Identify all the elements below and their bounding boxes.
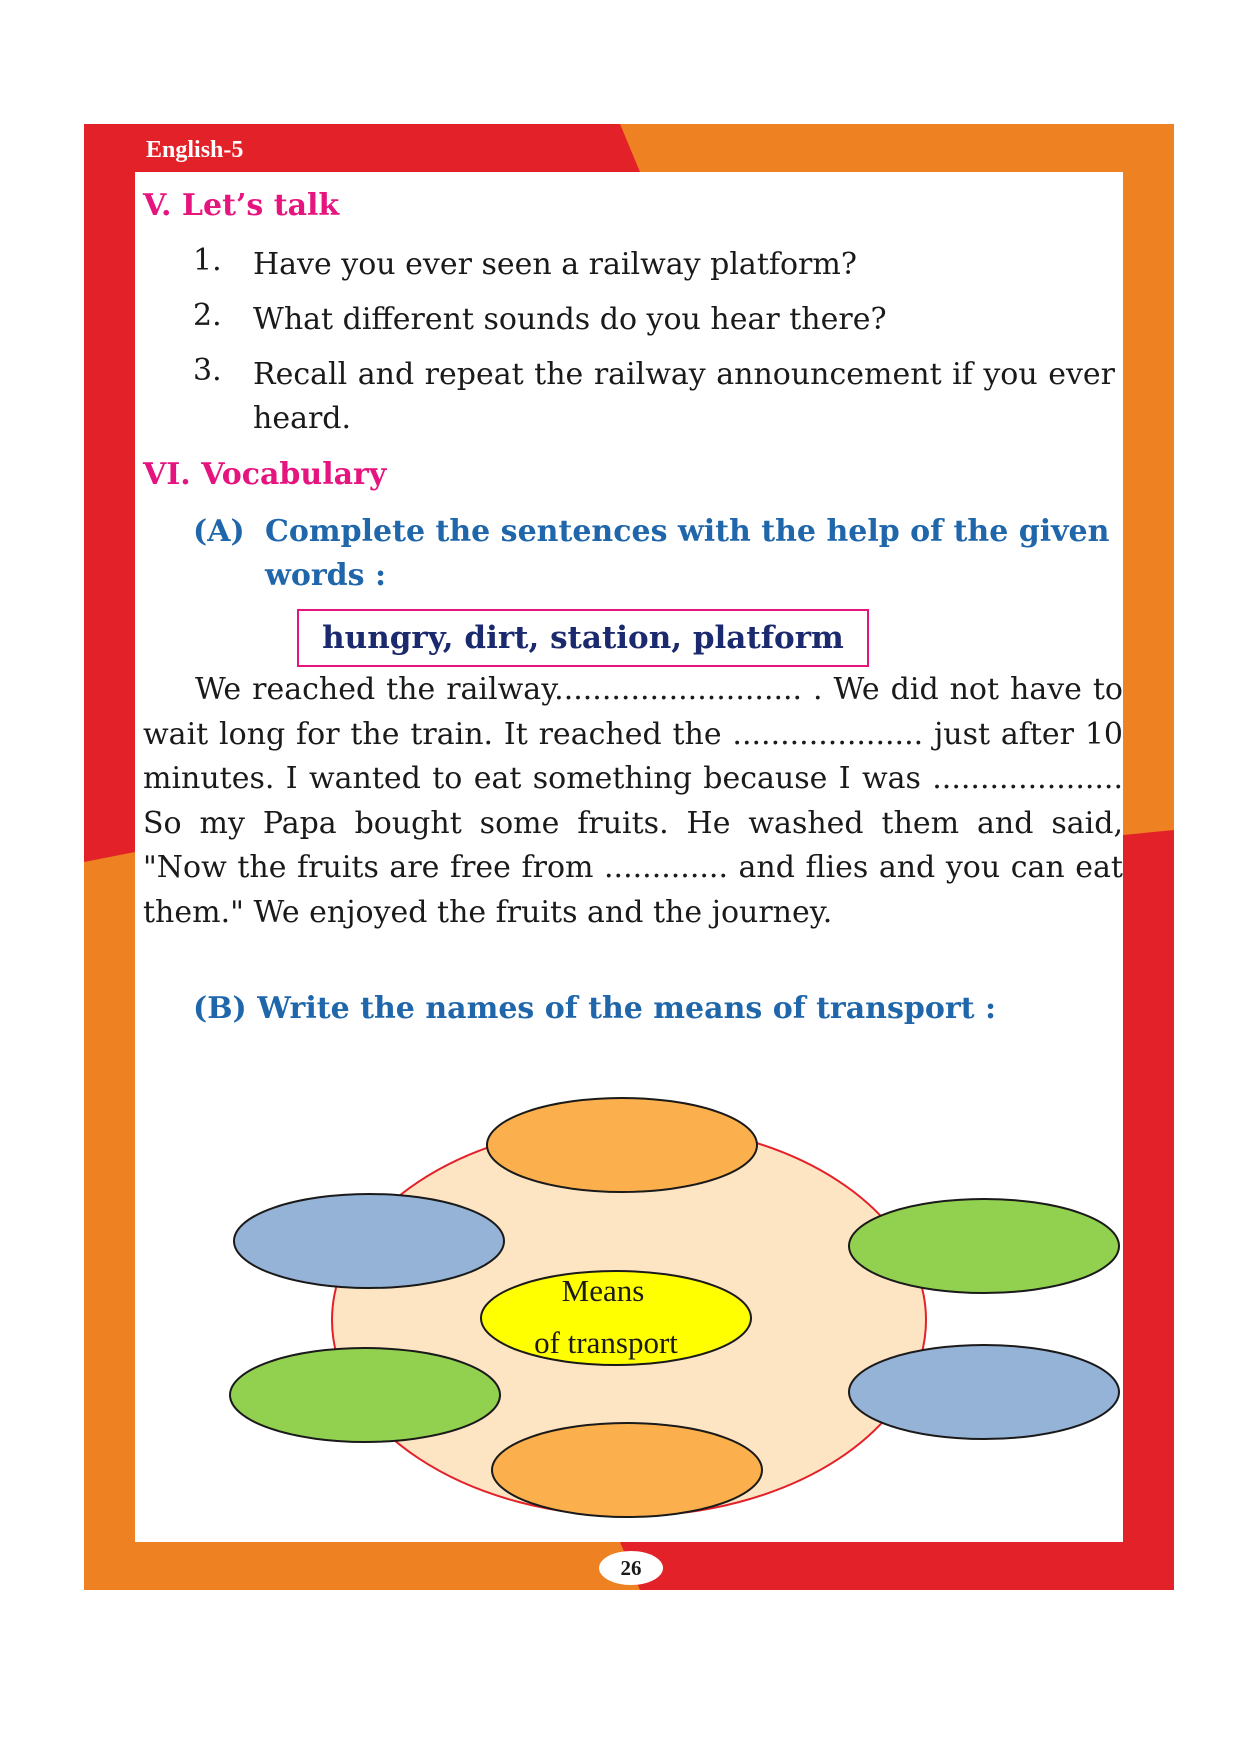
answer-oval-lower-left[interactable] xyxy=(230,1348,500,1442)
answer-oval-top[interactable] xyxy=(487,1098,757,1192)
section-vi-title: VI. Vocabulary xyxy=(143,457,387,492)
part-b-instruction: (B) Write the names of the means of transport : xyxy=(193,991,997,1026)
part-a-tag: (A) xyxy=(193,514,245,549)
question-text: Have you ever seen a railway platform? xyxy=(253,247,857,282)
question-number: 1. xyxy=(193,243,222,278)
center-label-line1: Means xyxy=(561,1273,645,1308)
answer-oval-lower-right[interactable] xyxy=(849,1345,1119,1439)
page-number: 26 xyxy=(620,1556,642,1580)
book-label: English-5 xyxy=(146,137,244,163)
answer-oval-upper-right[interactable] xyxy=(849,1199,1119,1293)
answer-oval-bottom[interactable] xyxy=(492,1423,762,1517)
question-number: 2. xyxy=(193,298,222,333)
question-number: 3. xyxy=(193,353,222,388)
center-label-line2: of transport xyxy=(534,1325,678,1360)
question-text: Recall and repeat the railway announcement if you ever heard. xyxy=(253,357,1115,436)
part-a-instruction: Complete the sentences with the help of the given words : xyxy=(265,514,1110,593)
fill-in-passage: We reached the railway.......................... . We did not have to wait long for the train. It reached the .................... just after 10 minutes. I wanted to eat something because I was .................... So my Papa bought some fruits. He washed them and said, "Now the fruits are free from ............. and flies and you can eat them." We enjoyed the fruits and the journey. xyxy=(143,672,1123,930)
word-box: hungry, dirt, station, platform xyxy=(297,609,869,667)
section-v-title: V. Let’s talk xyxy=(143,188,340,223)
answer-oval-upper-left[interactable] xyxy=(234,1194,504,1288)
question-text: What different sounds do you hear there? xyxy=(253,302,887,337)
